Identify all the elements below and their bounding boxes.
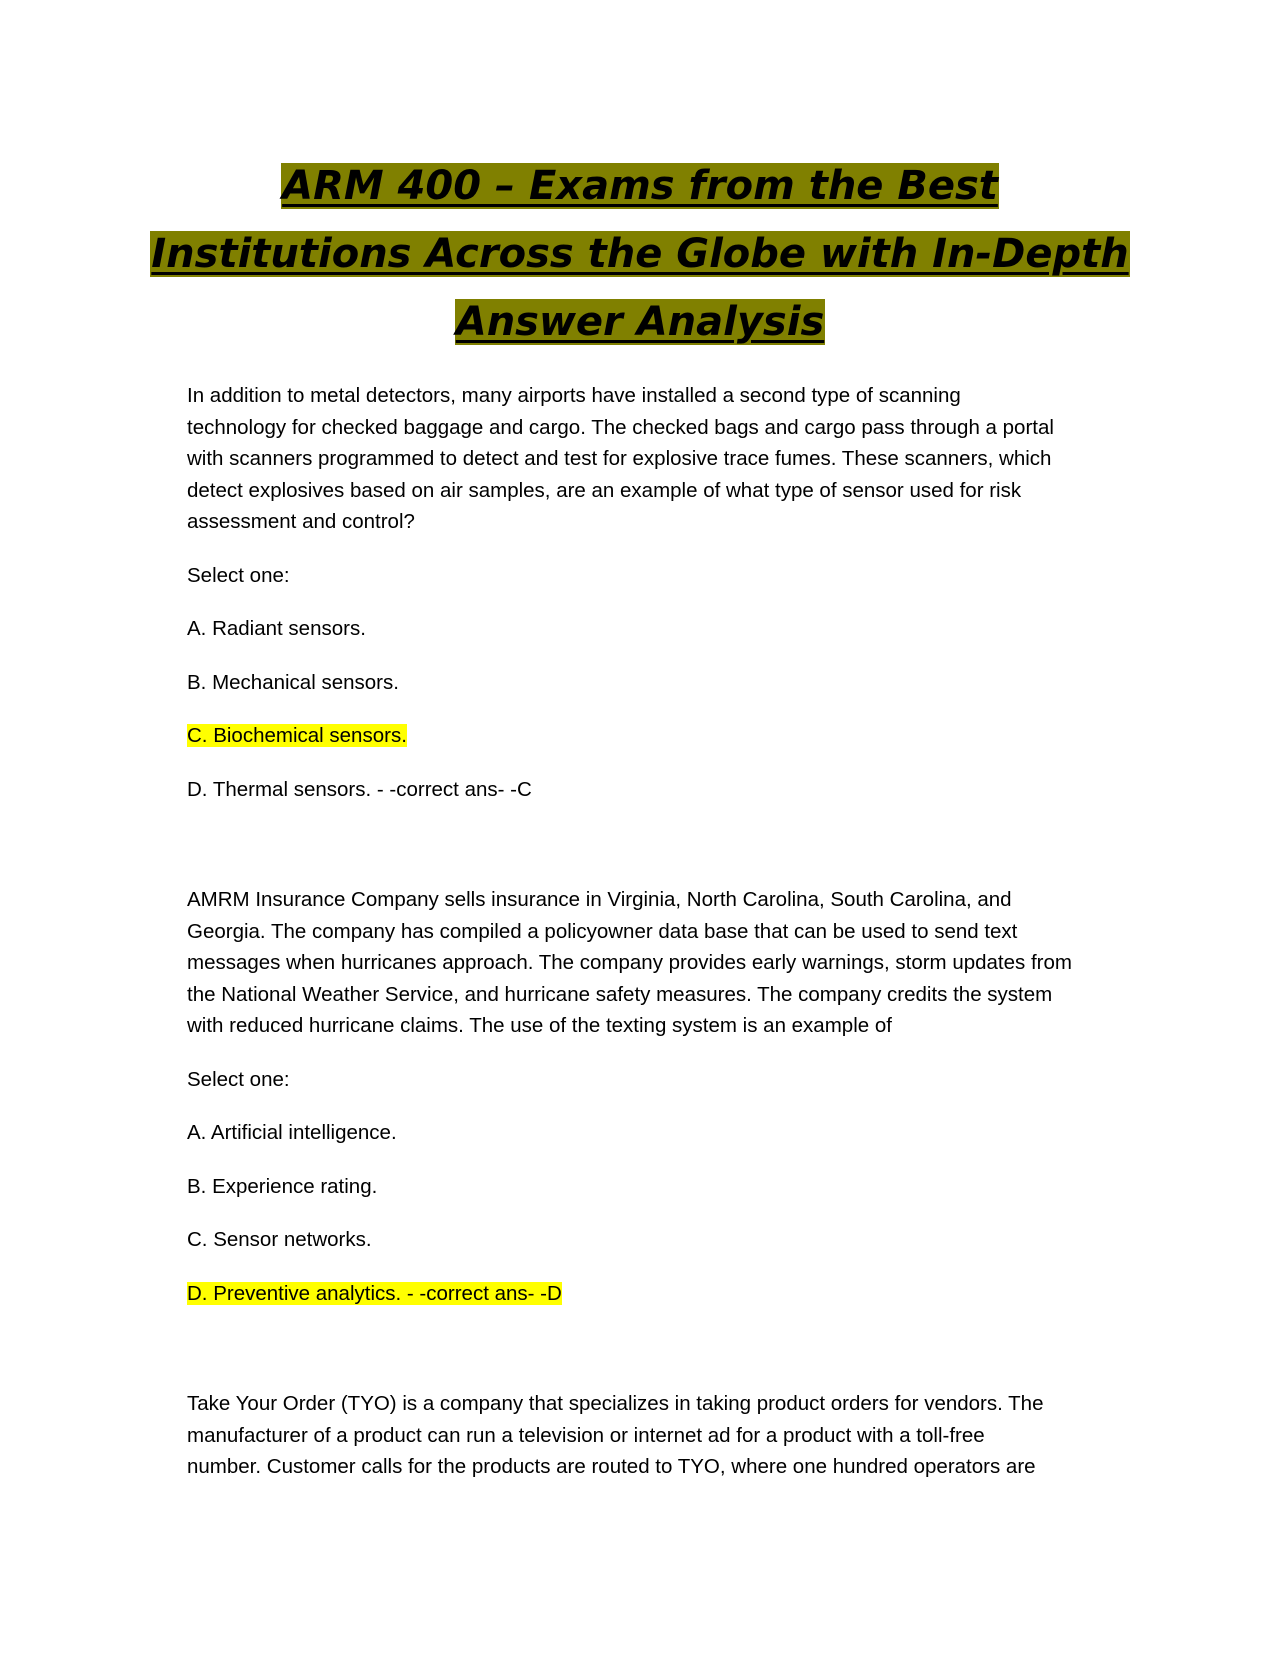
- select-label: Select one:: [187, 563, 290, 587]
- question-1: [187, 380, 1107, 805]
- question-2: [187, 884, 1107, 1309]
- document-body: [187, 380, 1107, 1483]
- question-3: [187, 1388, 1107, 1483]
- option-a: A. Radiant sensors.: [187, 617, 366, 640]
- option-c-highlighted-answer: C. Biochemical sensors.: [187, 724, 407, 747]
- document-title: [150, 152, 1130, 356]
- option-c: C. Sensor networks.: [187, 1228, 372, 1251]
- select-label: Select one:: [187, 1067, 290, 1091]
- option-d-highlighted-answer: D. Preventive analytics. - -correct ans- -D: [187, 1281, 562, 1305]
- option-b: B. Experience rating.: [187, 1174, 378, 1198]
- title-line: Institutions Across the Globe with In-Depth: [151, 231, 1129, 277]
- option-a: A. Artificial intelligence.: [187, 1121, 397, 1144]
- option-b: B. Mechanical sensors.: [187, 670, 399, 694]
- question-text: AMRM Insurance Company sells insurance in Virginia, North Carolina, South Carolina, and Georgia. The company has compiled a policyowner data base that can be used to send text messages when hurricanes approach. The company provides early warnings, storm updates from the National Weather Service, and hurricane safety measures. The company credits the system with reduced hurricane claims. The use of the texting system is an example of: [187, 888, 1072, 1037]
- title-line: Answer Analysis: [455, 299, 825, 345]
- title-line: ARM 400 – Exams from the Best: [282, 163, 998, 209]
- question-text: Take Your Order (TYO) is a company that specializes in taking product orders for vendors. The manufacturer of a product can run a television or internet ad for a product with a toll-free number. Customer calls for the products are routed to TYO, where one hundred operators are: [187, 1392, 1044, 1478]
- option-d: D. Thermal sensors. - -correct ans- -C: [187, 777, 532, 801]
- question-text: In addition to metal detectors, many airports have installed a second type of scanning technology for checked baggage and cargo. The checked bags and cargo pass through a portal with scanners programmed to detect and test for explosive trace fumes. These scanners, which detect explosives based on air samples, are an example of what type of sensor used for risk assessment and control?: [187, 384, 1054, 533]
